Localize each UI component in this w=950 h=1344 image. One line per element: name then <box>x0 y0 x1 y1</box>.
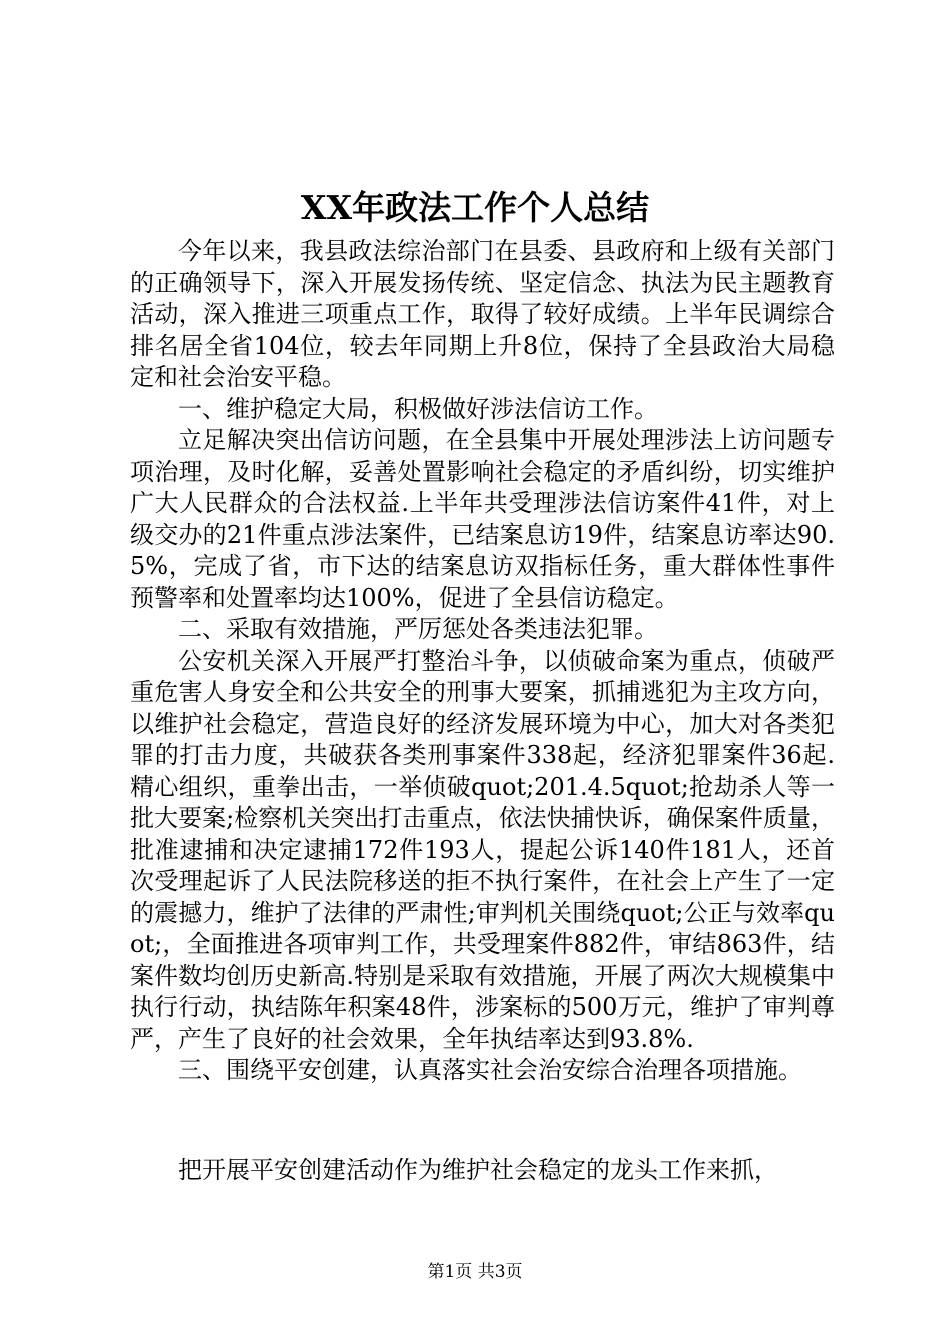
paragraph-section-1: 立足解决突出信访问题，在全县集中开展处理涉法上访问题专项治理，及时化解，妥善处置影响社会稳定的矛盾纠纷，切实维护广大人民群众的合法权益.上半年共受理涉法信访案件41件，对上级交办的21件重点涉法案件，已结案息访19件，结案息访率达90.5%，完成了省，市下达的结案息访双指标任务，重大群体性事件预警率和处置率均达100%，促进了全县信访稳定。 <box>130 426 835 612</box>
section-heading-1: 一、维护稳定大局，积极做好涉法信访工作。 <box>178 394 658 423</box>
section-heading-3: 三、围绕平安创建，认真落实社会治安综合治理各项措施。 <box>178 1056 802 1084</box>
document-body <box>130 236 835 1087</box>
paragraph-intro: 今年以来，我县政法综治部门在县委、县政府和上级有关部门的正确领导下，深入开展发扬传统、坚定信念、执法为民主题教育活动，深入推进三项重点工作，取得了较好成绩。上半年民调综合排名居全省104位，较去年同期上升8位，保持了全县政治大局稳定和社会治安平稳。 <box>130 237 835 391</box>
section-heading-2: 二、采取有效措施，严厉惩处各类违法犯罪。 <box>178 615 658 643</box>
paragraph-section-2: 公安机关深入开展严打整治斗争，以侦破命案为重点，侦破严重危害人身安全和公共安全的刑事大要案，抓捕逃犯为主攻方向，以维护社会稳定，营造良好的经济发展环境为中心，加大对各类犯罪的打击力度，共破获各类刑事案件338起，经济犯罪案件36起.精心组织，重拳出击，一举侦破quot;201.4.5quot;抢劫杀人等一批大要案;检察机关突出打击重点，依法快捕快诉，确保案件质量，批准逮捕和决定逮捕172件193人，提起公诉140件181人，还首次受理起诉了人民法院移送的拒不执行案件，在社会上产生了一定的震撼力，维护了法律的严肃性;审判机关围绕quot;公正与效率quot;，全面推进各项审判工作，共受理案件882件，审结863件，结案件数均创历史新高.特别是采取有效措施，开展了两次大规模集中执行行动，执结陈年积案48件，涉案标的500万元，维护了审判尊严，产生了良好的社会效果，全年执结率达到93.8%. <box>130 646 835 1053</box>
page-number-footer: 第1页 共3页 <box>427 1262 523 1282</box>
paragraph-section-3: 把开展平安创建活动作为维护社会稳定的龙头工作来抓， <box>178 1156 778 1184</box>
document-title: XX年政法工作个人总结 <box>300 188 650 227</box>
